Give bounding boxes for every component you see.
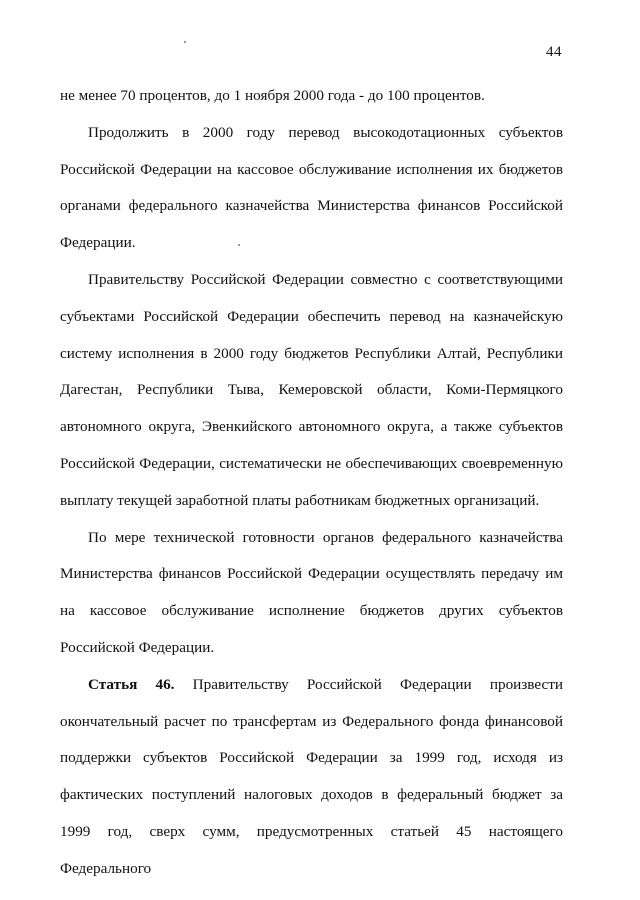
paragraph-continuation: не менее 70 процентов, до 1 ноября 2000 года - до 100 процентов. (60, 87, 485, 104)
page-number: 44 (546, 44, 562, 60)
paragraph-treasury-transfer: Продолжить в 2000 году перевод высокодотационных субъектов Российской Федерации на кассовое обслуживание исполнения их бюджетов органами федерального казначейства Министерства финансов Российской Федерации. (60, 123, 563, 252)
article-text: Правительству Российской Федерации произвести окончательный расчет по трансфертам из Федерального фонда финансовой поддержки субъектов Российской Федерации за 1999 год, исходя из фактических поступлений налоговых доходов в федеральный бюджет за 1999 год, сверх сумм, предусмотренных статьей 45 настоящего Федерального (60, 675, 563, 877)
paragraph-technical-readiness: По мере технической готовности органов федерального казначейства Министерства финансов Российской Федерации осуществлять передачу им на кассовое обслуживание исполнение бюджетов других субъектов Российской Федерации. (60, 528, 563, 656)
document-body (60, 78, 563, 888)
paragraph-government-transfer: Правительству Российской Федерации совместно с соответствующими субъектами Российской Федерации обеспечить перевод на казначейскую систему исполнения в 2000 году бюджетов Республики Алтай, Республики Дагестан, Республики Тыва, Кемеровской области, Коми-Пермяцкого автономного округа, Эвенкийского автономного округа, а также субъектов Российской Федерации, систематически не обеспечивающих своевременную выплату текущей заработной платы работникам бюджетных организаций. (60, 270, 563, 509)
article-46-paragraph (60, 667, 563, 888)
scan-speck (184, 41, 186, 43)
article-heading: Статья 46. (88, 675, 175, 693)
